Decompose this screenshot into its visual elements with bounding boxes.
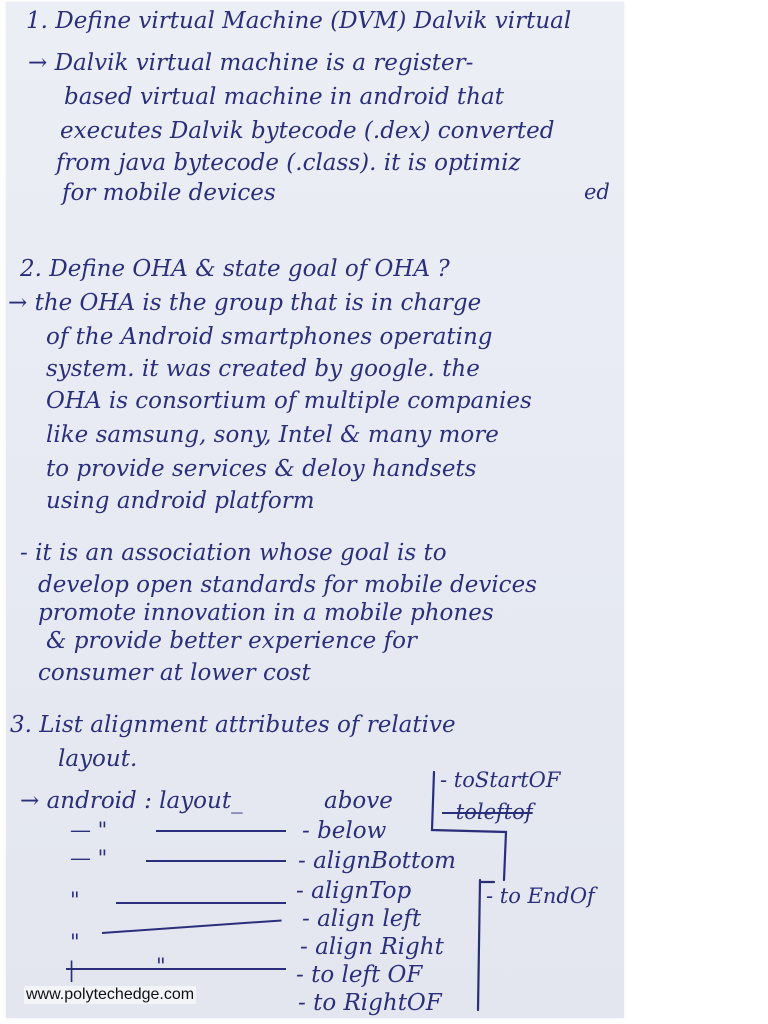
bracket-end: [478, 880, 480, 1010]
q2-goal-line: & provide better experience for: [46, 628, 417, 654]
q2-answer-line: OHA is consortium of multiple companies: [46, 388, 532, 414]
ditto-line: [156, 830, 286, 832]
q3-attribute-prefix: → android : layout_: [20, 788, 243, 814]
q3-attribute: - alignTop: [296, 878, 412, 904]
q2-answer-line: to provide services & deloy handsets: [46, 456, 477, 482]
ditto-line: [102, 919, 282, 934]
ditto-line: [116, 902, 286, 904]
ditto-mark: — ": [70, 846, 108, 870]
bracket-label: - toStartOF: [440, 768, 561, 792]
q1-answer-line: based virtual machine in android that: [64, 84, 504, 110]
bracket-label: - to EndOf: [486, 884, 595, 908]
q3-attribute: - to left OF: [296, 962, 423, 988]
q2-answer-line: using android platform: [46, 488, 315, 514]
ditto-line: [146, 860, 286, 862]
question-2-heading: 2. Define OHA & state goal of OHA ?: [20, 256, 450, 282]
question-1-heading: 1. Define virtual Machine (DVM) Dalvik virtual: [26, 8, 572, 34]
q2-answer-line: system. it was created by google. the: [46, 356, 480, 382]
question-3-heading-cont: layout.: [58, 746, 138, 772]
ditto-mark: — ": [70, 818, 108, 842]
q1-answer-line: from java bytecode (.class). it is optimiz: [56, 150, 521, 176]
q3-attribute: above: [324, 788, 393, 814]
q2-goal-line: - it is an association whose goal is to: [20, 540, 447, 566]
q3-attribute: - to RightOF: [298, 990, 442, 1016]
q2-answer-line: of the Android smartphones operating: [46, 324, 493, 350]
q2-answer-line: → the OHA is the group that is in charge: [8, 290, 482, 316]
question-3-heading: 3. List alignment attributes of relative: [10, 712, 456, 738]
ditto-mark: ": [70, 930, 80, 954]
q2-goal-line: promote innovation in a mobile phones: [38, 600, 494, 626]
ditto-mark: ": [70, 888, 80, 912]
q1-answer-line: executes Dalvik bytecode (.dex) converted: [60, 118, 555, 144]
q1-answer-tail: ed: [584, 180, 610, 204]
q3-attribute: - alignBottom: [298, 848, 456, 874]
q1-answer-line: → Dalvik virtual machine is a register-: [28, 50, 474, 76]
watermark: www.polytechedge.com: [26, 986, 195, 1003]
q3-attribute: - below: [302, 818, 387, 844]
q3-attribute: - align left: [302, 906, 422, 932]
q3-attribute: - align Right: [300, 934, 444, 960]
q2-answer-line: like samsung, sony, Intel & many more: [46, 422, 499, 448]
notebook-sheet: [6, 2, 624, 1018]
ditto-mark: ": [156, 954, 166, 978]
ditto-line: [66, 968, 286, 970]
q2-goal-line: consumer at lower cost: [38, 660, 311, 686]
ditto-mark: |: [68, 958, 76, 982]
q2-goal-line: develop open standards for mobile devices: [38, 572, 537, 598]
q1-answer-line: for mobile devices: [62, 180, 276, 206]
bracket-label-struck: - toleftof: [442, 800, 533, 824]
